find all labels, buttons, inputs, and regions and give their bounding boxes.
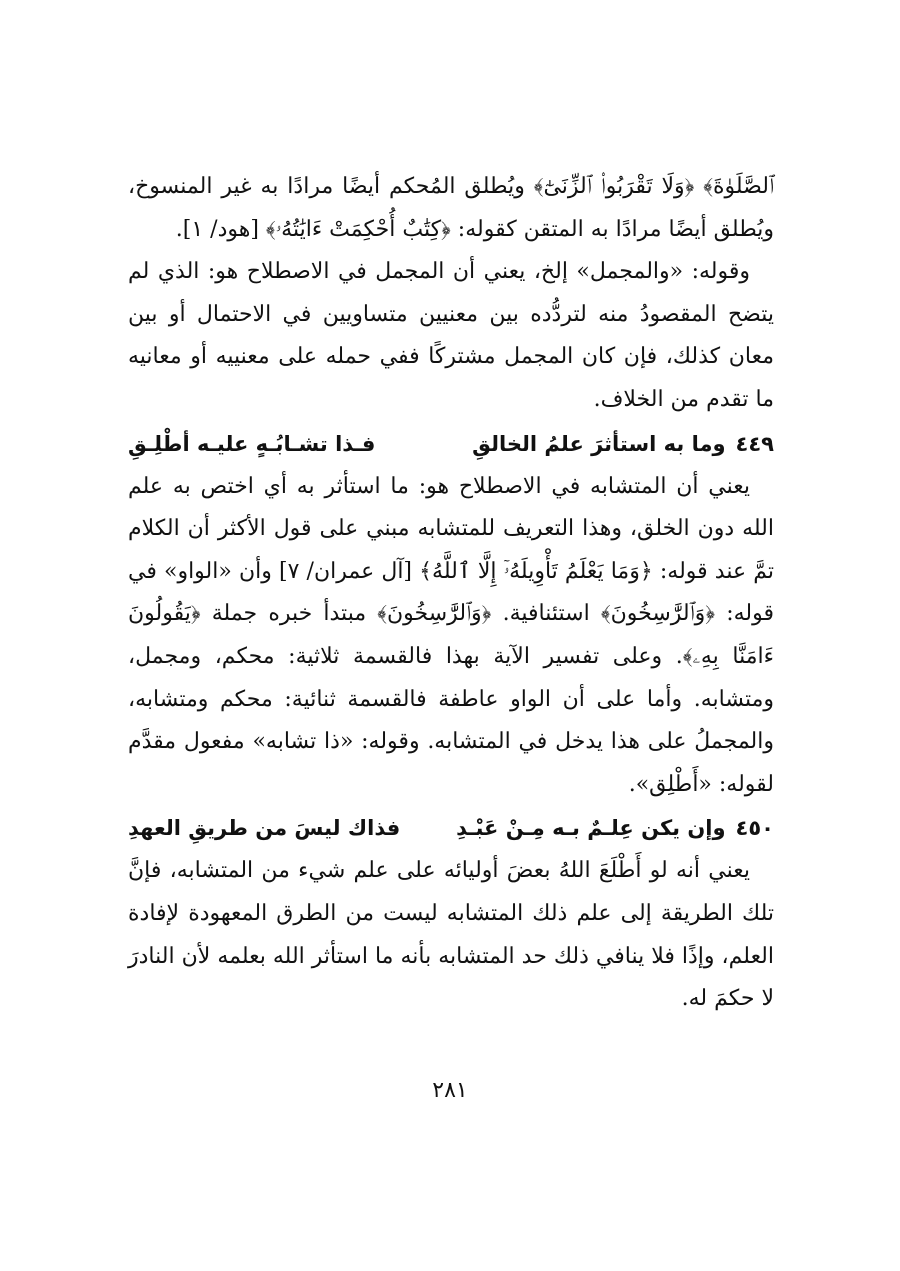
verse-text: وما به استأثرَ علمُ الخالقِ	[472, 431, 726, 456]
commentary-paragraph: ٱلصَّلَوٰةَ﴾ ﴿وَلَا تَقْرَبُوا۟ ٱلزِّنَىٰٓ﴾ ويُطلق المُحكم أيضًا مرادًا به غير المنسوخ، ويُطلق أيضًا مرادًا به المتقن كقوله: ﴿كِتَٰبٌ أُحْكِمَتْ ءَايَٰتُهُۥ﴾ [هود/ ١].	[128, 174, 774, 242]
verse-first-hemistich	[472, 422, 774, 466]
commentary-paragraph: يعني أن المتشابه في الاصطلاح هو: ما استأثر به أي اختص به علم الله دون الخلق، وهذا التعريف للمتشابه مبني على قول الأكثر أن الكلام تمَّ عند قوله: ﴿وَمَا يَعْلَمُ تَأْوِيلَهُۥٓ إِلَّا ٱللَّهُ﴾ [آل عمران/ ٧] وأن «الواو» في قوله: ﴿وَٱلرَّٰسِخُونَ﴾ استئنافية. ﴿وَٱلرَّٰسِخُونَ﴾ مبتدأ خبره جملة ﴿يَقُولُونَ ءَامَنَّا بِهِۦ﴾. وعلى تفسير الآية بهذا فالقسمة ثلاثية: محكم، ومجمل، ومتشابه. وأما على أن الواو عاطفة فالقسمة ثنائية: محكم ومتشابه، والمجملُ على هذا يدخل في المتشابه. وقوله: «ذا تشابه» مفعول مقدَّم لقوله: «أَطْلِق».	[128, 473, 774, 797]
verse-text: وإن يكن عِلـمٌ بـه مِـنْ عَبْـدِ	[456, 816, 726, 841]
page-body	[128, 166, 774, 1021]
verse-second-hemistich: فذاك ليسَ من طريقِ العهدِ	[128, 816, 401, 841]
verse-number: ٤٤٩	[735, 431, 774, 456]
verse-second-hemistich: فـذا تشـابُـهٍ عليـه أطْلِـقِ	[128, 431, 376, 456]
verse-first-hemistich	[456, 806, 774, 850]
commentary-paragraph: يعني أنه لو أَطْلَعَ اللهُ بعضَ أوليائه على علم شيء من المتشابه، فإنَّ تلك الطريقة إلى علم ذلك المتشابه ليست من الطرق المعهودة لإفادة العلم، وإذًا فلا ينافي ذلك حد المتشابه بأنه ما استأثر الله بعلمه لأن النادرَ لا حكمَ له.	[128, 858, 774, 1012]
commentary-paragraph: وقوله: «والمجمل» إلخ، يعني أن المجمل في الاصطلاح هو: الذي لم يتضح المقصودُ منه لتردُّده بين معنيين متساويين في الاحتمال أو بين معان كذلك، فإن كان المجمل مشتركًا ففي حمله على معنييه أو معانيه ما تقدم من الخلاف.	[128, 259, 774, 412]
verse-line-449	[128, 422, 774, 466]
verse-number: ٤٥٠	[735, 816, 774, 841]
verse-line-450	[128, 806, 774, 850]
page-number: ٢٨١	[432, 1078, 468, 1103]
